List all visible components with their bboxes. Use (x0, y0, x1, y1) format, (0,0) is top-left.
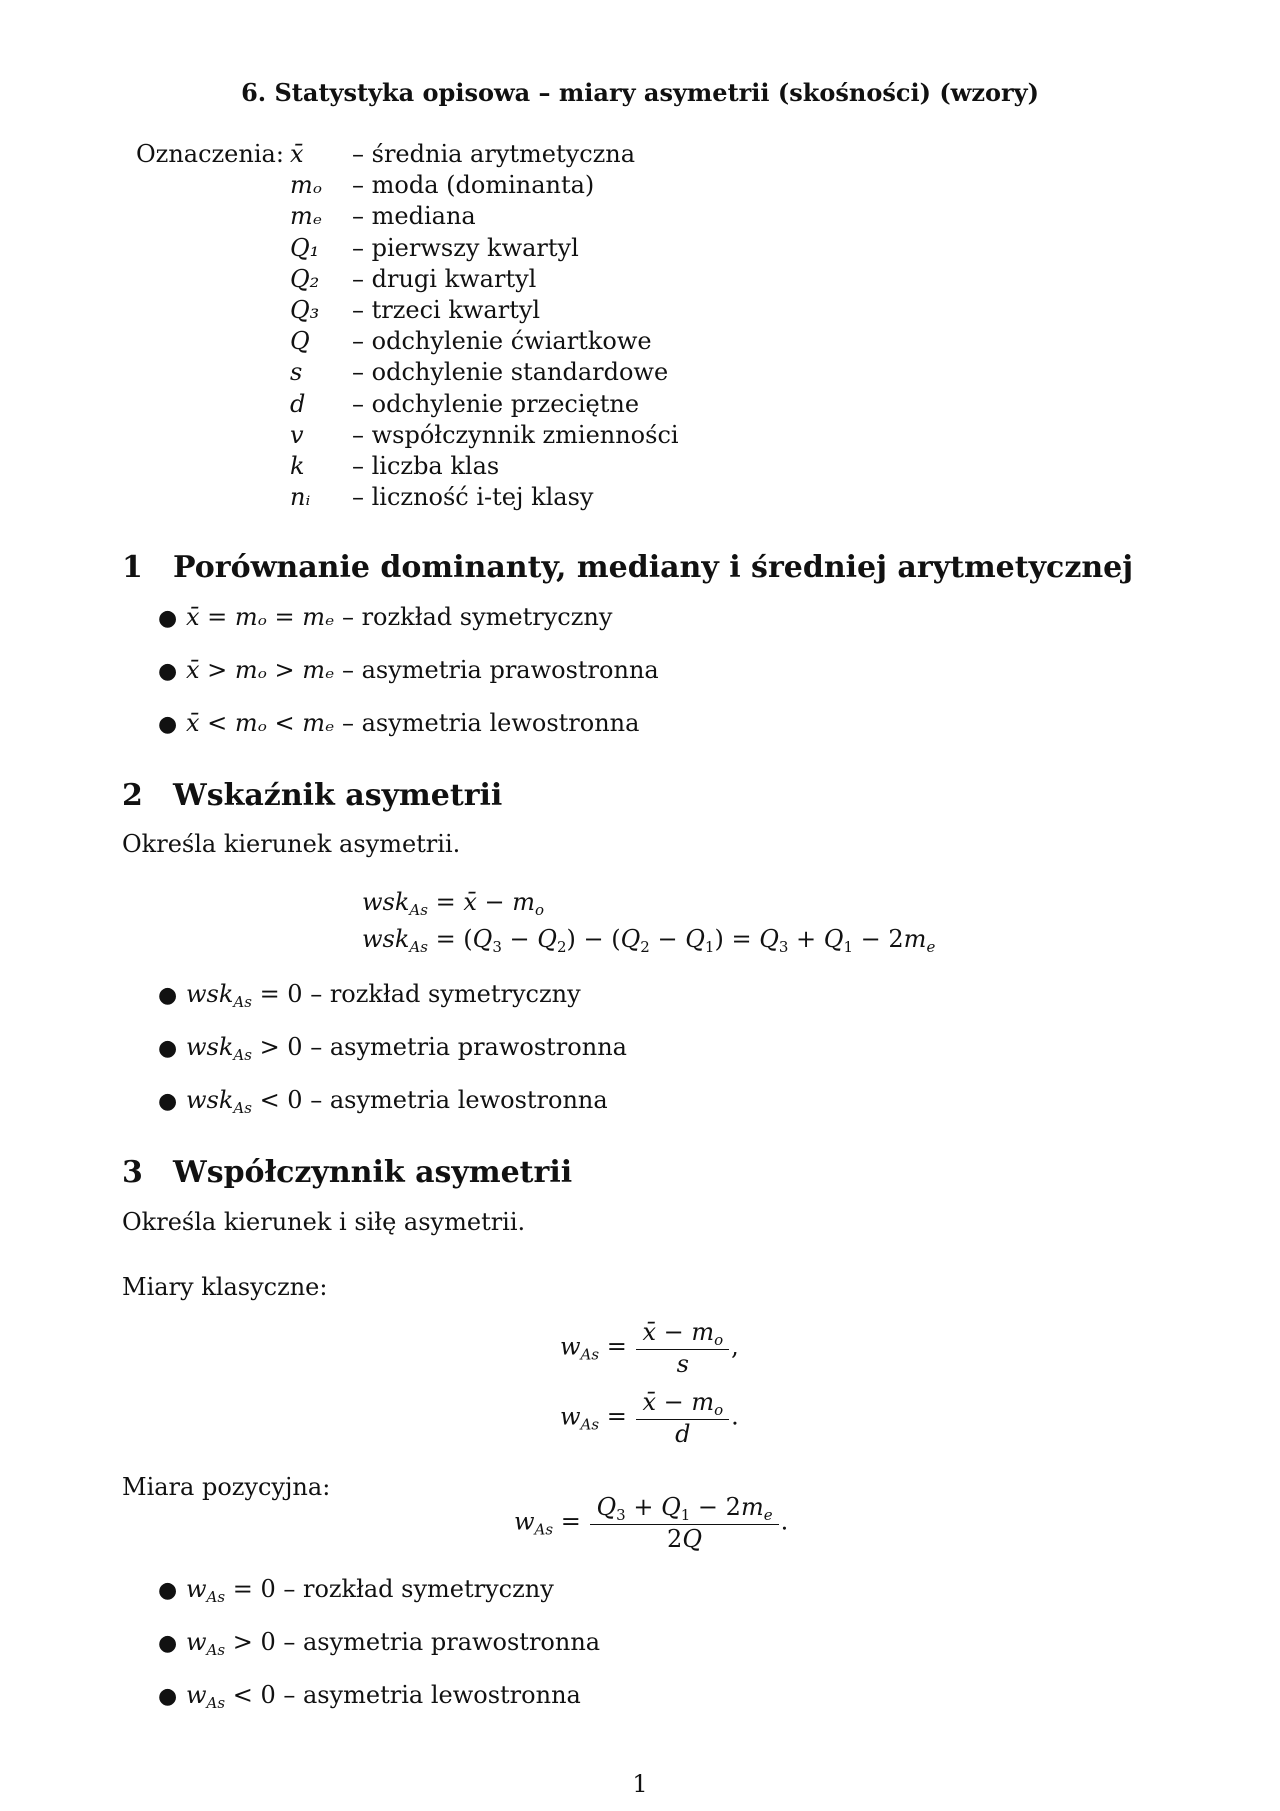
classic-measures-label: Miary klasyczne: (122, 1273, 328, 1301)
legend-symbol: Q₁ (290, 233, 320, 262)
bullet-expression: x̄ = mₒ = mₑ (186, 603, 335, 631)
section-title: Współczynnik asymetrii (173, 1155, 573, 1190)
section-number: 1 (122, 550, 143, 585)
legend-desc: – współczynnik zmienności (352, 420, 679, 449)
legend-symbol: d (290, 389, 306, 418)
legend-label: Oznaczenia: (136, 140, 284, 168)
legend-symbol: Q₂ (290, 264, 320, 293)
legend-list (290, 140, 679, 514)
legend-item (290, 483, 679, 514)
legend-desc: – liczba klas (352, 451, 500, 480)
legend-desc: – odchylenie ćwiartkowe (352, 327, 652, 356)
legend-symbol: mₑ (290, 202, 323, 231)
formula-classic-2: $w_{As}$ = $\frac{x̄ - m_o}{d}$ . (560, 1388, 739, 1448)
legend-item (290, 202, 679, 233)
legend-desc: – moda (dominanta) (352, 171, 595, 200)
legend-symbol: nᵢ (290, 483, 311, 512)
list-item: ● wsk$_{As}$ = 0 – rozkład symetryczny (158, 980, 581, 1011)
bullet-icon: ● (158, 1089, 178, 1114)
bullet-description: – asymetria lewostronna (334, 709, 640, 737)
legend-desc: – odchylenie standardowe (352, 358, 669, 387)
bullet-description: – rozkład symetryczny (302, 980, 581, 1008)
document-title: 6. Statystyka opisowa – miary asymetrii (skośności) (wzory) (241, 78, 1039, 107)
legend-symbol: k (290, 451, 305, 480)
legend-item (290, 265, 679, 296)
bullet-expression: x̄ > mₒ > mₑ (186, 656, 335, 684)
legend-desc: – mediana (352, 202, 476, 231)
legend-desc: – liczność i-tej klasy (352, 483, 594, 512)
list-item: ● $w_{As} > 0$ – asymetria prawostronna (158, 1628, 601, 1659)
list-item (158, 603, 612, 631)
legend-desc: – trzeci kwartyl (352, 295, 541, 324)
bullet-description: – rozkład symetryczny (334, 603, 613, 631)
bullet-relation: = 0 (225, 1575, 276, 1603)
bullet-icon: ● (158, 983, 178, 1008)
formula-classic-1: $w_{As}$ = $\frac{x̄ - m_o}{s}$ , (560, 1318, 739, 1378)
legend-symbol: x̄ (290, 140, 304, 168)
bullet-icon: ● (158, 659, 178, 684)
section-title: Porównanie dominanty, mediany i średniej arytmetycznej (173, 550, 1134, 585)
formula-positional: $w_{As}$ = $\frac{Q_3 + Q_1 - 2m_e}{2Q}$ . (514, 1493, 789, 1553)
bullet-icon: ● (158, 1036, 178, 1061)
list-item: ● wsk$_{As}$ > 0 – asymetria prawostronna (158, 1033, 627, 1064)
bullet-description: – rozkład symetryczny (275, 1575, 554, 1603)
legend-item (290, 296, 679, 327)
bullet-description: – asymetria lewostronna (302, 1086, 608, 1114)
bullet-relation: < 0 (225, 1681, 276, 1709)
legend-item (290, 327, 679, 358)
formula-wskaznik-1: wsk$_{As}$ = x̄ − $m_o$ (362, 888, 545, 919)
legend-item (290, 421, 679, 452)
section-intro: Określa kierunek asymetrii. (122, 830, 461, 858)
list-item (158, 709, 639, 737)
positional-measure-label: Miara pozycyjna: (122, 1473, 331, 1501)
bullet-description: – asymetria prawostronna (302, 1033, 627, 1061)
legend-desc: – drugi kwartyl (352, 264, 537, 293)
legend-item (290, 234, 679, 265)
bullet-description: – asymetria lewostronna (275, 1681, 581, 1709)
legend-symbol: mₒ (290, 171, 323, 200)
section-number: 2 (122, 778, 143, 813)
list-item (158, 656, 659, 684)
section-intro: Określa kierunek i siłę asymetrii. (122, 1208, 526, 1236)
bullet-icon: ● (158, 1684, 178, 1709)
legend-item (290, 171, 679, 202)
list-item: ● $w_{As} = 0$ – rozkład symetryczny (158, 1575, 554, 1606)
legend-item (290, 390, 679, 421)
bullet-icon: ● (158, 712, 178, 737)
bullet-relation: > 0 (225, 1628, 276, 1656)
legend-symbol: v (290, 420, 304, 449)
bullet-icon: ● (158, 1578, 178, 1603)
page-number: 1 (632, 1770, 648, 1798)
bullet-expression: x̄ < mₒ < mₑ (186, 709, 335, 737)
legend-desc: – pierwszy kwartyl (352, 233, 579, 262)
bullet-relation: = 0 (251, 980, 303, 1008)
legend-symbol: Q (290, 327, 310, 356)
bullet-description: – asymetria prawostronna (334, 656, 659, 684)
bullet-relation: > 0 (251, 1033, 303, 1061)
bullet-description: – asymetria prawostronna (275, 1628, 601, 1656)
list-item: ● wsk$_{As}$ < 0 – asymetria lewostronna (158, 1086, 608, 1117)
section-number: 3 (122, 1155, 143, 1190)
legend-symbol: s (290, 358, 303, 387)
list-item: ● $w_{As} < 0$ – asymetria lewostronna (158, 1681, 581, 1712)
legend-desc: – średnia arytmetyczna (352, 140, 636, 168)
legend-item (290, 140, 679, 171)
bullet-relation: < 0 (251, 1086, 303, 1114)
legend-item (290, 452, 679, 483)
legend-item (290, 358, 679, 389)
legend-desc: – odchylenie przeciętne (352, 389, 640, 418)
formula-wskaznik-2: $wsk_{As} = (Q_3 - Q_2) - (Q_2 - Q_1) = Q_3 + Q_1 - 2m_e$ (362, 925, 936, 956)
bullet-icon: ● (158, 606, 178, 631)
legend-symbol: Q₃ (290, 295, 320, 324)
bullet-icon: ● (158, 1631, 178, 1656)
section-title: Wskaźnik asymetrii (173, 778, 503, 813)
